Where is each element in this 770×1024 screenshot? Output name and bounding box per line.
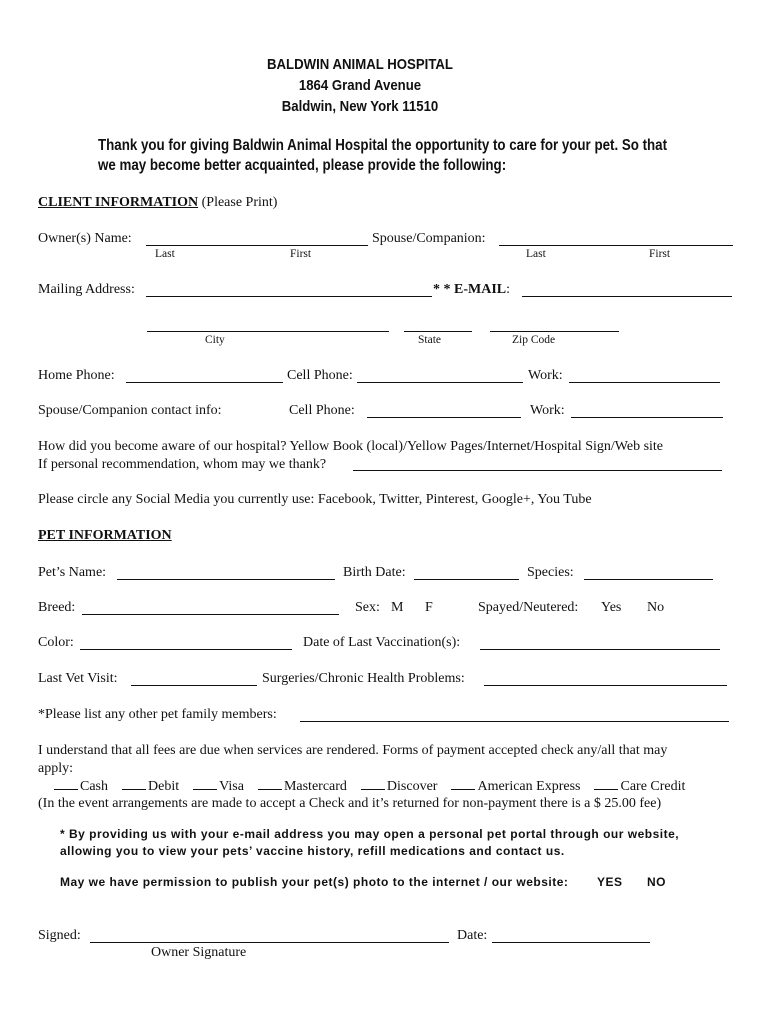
birth-date-label: Birth Date: — [343, 565, 406, 580]
spayed-yes-option[interactable]: Yes — [601, 600, 622, 615]
payment-line-1: I understand that all fees are due when services are rendered. Forms of payment accepted check any/all that may — [38, 743, 668, 758]
photo-yes-option[interactable]: YES — [597, 875, 623, 889]
date-field[interactable] — [492, 942, 650, 943]
state-hint: State — [418, 334, 441, 346]
species-field[interactable] — [584, 579, 713, 580]
portal-notice-1: * By providing us with your e-mail address you may open a personal pet portal through our website, — [60, 827, 680, 841]
work-phone-label: Work: — [528, 368, 563, 383]
surgeries-field[interactable] — [484, 685, 727, 686]
sex-f-option[interactable]: F — [425, 600, 433, 615]
client-section-title — [38, 195, 277, 211]
last-vet-label: Last Vet Visit: — [38, 671, 118, 686]
sex-m-option[interactable]: M — [391, 600, 404, 615]
portal-notice-2: allowing you to view your pets’ vaccine history, refill medications and contact us. — [60, 844, 565, 858]
pet-name-label: Pet’s Name: — [38, 565, 107, 580]
photo-permission: May we have permission to publish your pet(s) photo to the internet / our website: — [60, 875, 569, 889]
hospital-city: Baldwin, New York 11510 — [281, 98, 439, 115]
mailing-label: Mailing Address: — [38, 282, 135, 297]
color-field[interactable] — [80, 649, 292, 650]
spouse-first-hint: First — [649, 248, 671, 260]
owner-signature-hint: Owner Signature — [151, 945, 247, 960]
cell-phone-label: Cell Phone: — [287, 368, 353, 383]
hospital-name: BALDWIN ANIMAL HOSPITAL — [266, 56, 454, 73]
city-field[interactable] — [147, 331, 389, 332]
intro-line-2: we may become better acquainted, please provide the following: — [98, 157, 507, 174]
recommend-label: If personal recommendation, whom may we thank? — [38, 457, 327, 472]
home-phone-field[interactable] — [126, 382, 283, 383]
intro-line-1: Thank you for giving Baldwin Animal Hospital the opportunity to care for your pet. So that — [98, 137, 668, 154]
pet-section-title: PET INFORMATION — [38, 528, 172, 543]
signed-label: Signed: — [38, 928, 81, 943]
state-field[interactable] — [404, 331, 472, 332]
client-title: CLIENT INFORMATION — [38, 195, 199, 210]
recommend-field[interactable] — [353, 470, 722, 471]
breed-field[interactable] — [82, 614, 339, 615]
owner-label: Owner(s) Name: — [38, 231, 132, 246]
spouse-work-label: Work: — [530, 403, 565, 418]
spouse-cell-field[interactable] — [367, 417, 521, 418]
owner-name-field[interactable] — [146, 245, 368, 246]
spouse-label: Spouse/Companion: — [372, 231, 486, 246]
aware-question: How did you become aware of our hospital? Yellow Book (local)/Yellow Pages/Internet/Hospital Sign/Web site — [38, 439, 664, 454]
social-media-line: Please circle any Social Media you currently use: Facebook, Twitter, Pinterest, Google+, You Tube — [38, 492, 592, 507]
vaccination-label: Date of Last Vaccination(s): — [303, 635, 461, 650]
payment-note: (In the event arrangements are made to accept a Check and it’s returned for non-payment there is a $ 25.00 fee) — [38, 796, 662, 811]
zip-field[interactable] — [490, 331, 619, 332]
spouse-contact-label: Spouse/Companion contact info: — [38, 403, 222, 418]
date-label: Date: — [457, 928, 488, 943]
payment-options — [54, 779, 685, 795]
payment-option[interactable]: Care Credit — [594, 779, 685, 794]
sex-label: Sex: — [355, 600, 380, 615]
other-pets-label: *Please list any other pet family members: — [38, 707, 277, 722]
color-label: Color: — [38, 635, 74, 650]
city-hint: City — [205, 334, 225, 346]
home-phone-label: Home Phone: — [38, 368, 115, 383]
client-title-note: (Please Print) — [201, 195, 278, 210]
spouse-last-hint: Last — [526, 248, 546, 260]
last-vet-field[interactable] — [131, 685, 257, 686]
hospital-address: 1864 Grand Avenue — [298, 77, 422, 94]
payment-option[interactable]: Debit — [122, 779, 179, 794]
pet-name-field[interactable] — [117, 579, 335, 580]
spouse-cell-label: Cell Phone: — [289, 403, 355, 418]
spayed-no-option[interactable]: No — [647, 600, 665, 615]
payment-option[interactable]: American Express — [451, 779, 580, 794]
email-field[interactable] — [522, 296, 732, 297]
owner-first-hint: First — [290, 248, 312, 260]
owner-last-hint: Last — [155, 248, 175, 260]
vaccination-field[interactable] — [480, 649, 720, 650]
birth-date-field[interactable] — [414, 579, 519, 580]
mailing-address-field[interactable] — [146, 296, 432, 297]
other-pets-field[interactable] — [300, 721, 729, 722]
breed-label: Breed: — [38, 600, 76, 615]
zip-hint: Zip Code — [512, 334, 556, 346]
work-phone-field[interactable] — [569, 382, 720, 383]
signature-field[interactable] — [90, 942, 449, 943]
payment-option[interactable]: Visa — [193, 779, 244, 794]
cell-phone-field[interactable] — [357, 382, 523, 383]
photo-no-option[interactable]: NO — [647, 875, 666, 889]
payment-option[interactable]: Discover — [361, 779, 438, 794]
email-label: * * E-MAIL: — [433, 282, 511, 297]
spayed-label: Spayed/Neutered: — [478, 600, 579, 615]
payment-option[interactable]: Mastercard — [258, 779, 347, 794]
spouse-work-field[interactable] — [571, 417, 723, 418]
spouse-name-field[interactable] — [499, 245, 733, 246]
species-label: Species: — [527, 565, 574, 580]
payment-option[interactable]: Cash — [54, 779, 108, 794]
payment-line-2: apply: — [38, 761, 73, 776]
surgeries-label: Surgeries/Chronic Health Problems: — [262, 671, 465, 686]
